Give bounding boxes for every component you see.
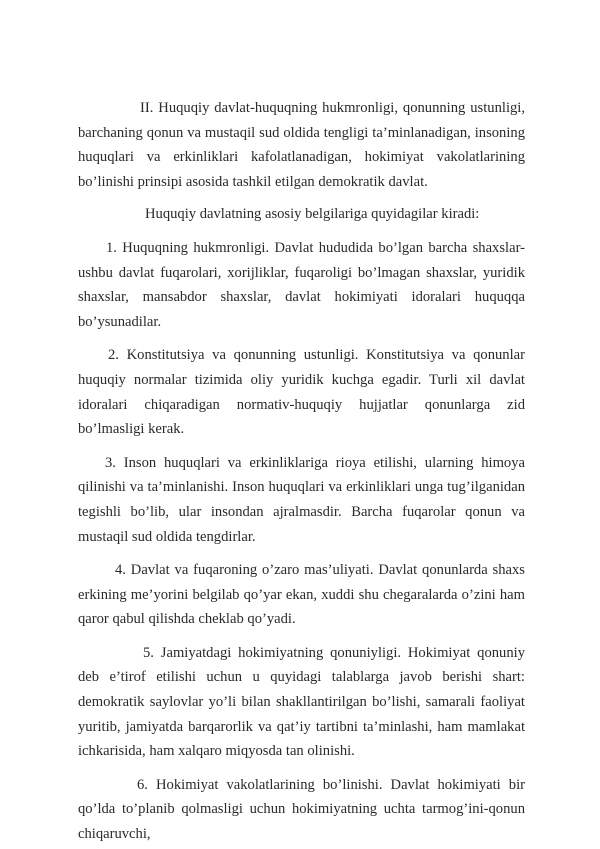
paragraph-feature-6: 6. Hokimiyat vakolatlarining bo’linishi. Davlat hokimiyati bir qo’lda to’planib qolmasligi uchun hokimiyatning uchta tarmog’ini-qonun chiqaruvchi, <box>78 776 525 843</box>
document-body <box>78 96 525 847</box>
paragraph-feature-5: 5. Jamiyatdagi hokimiyatning qonuniyligi. Hokimiyat qonuniy deb e’tirof etilishi uchun u quyidagi talablarga javob berishi shart: demokratik saylovlar yo’li bilan shakllantirilgan bo’lishi, samarali faoliyat yuritib, jamiyatda barqarorlik va qat’iy tartibni ta’minlashi, ham mamlakat ichkarisida, ham xalqaro miqyosda tan olinishi. <box>78 644 525 760</box>
paragraph-features-intro: Huquqiy davlatning asosiy belgilariga quyidagilar kiradi: <box>145 206 480 223</box>
paragraph-feature-3: 3. Inson huquqlari va erkinliklariga rioya etilishi, ularning himoya qilinishi va ta’minlanishi. Inson huquqlari va erkinliklari unga tug’ilganidan tegishli bo’lib, ular insondan ajralmasdir. Barcha fuqarolar qonun va mustaqil sud oldida tengdirlar. <box>78 454 525 545</box>
paragraph-feature-1: 1. Huquqning hukmronligi. Davlat hududida bo’lgan barcha shaxslar- ushbu davlat fuqarolari, xorijliklar, fuqaroligi bo’lmagan shaxslar, yuridik shaxslar, mansabdor shaxslar, davlat hokimiyati idoralari huquqqa bo’ysunadilar. <box>78 239 525 330</box>
paragraph-feature-2: 2. Konstitutsiya va qonunning ustunligi. Konstitutsiya va qonunlar huquqiy normalar tizimida oliy yuridik kuchga egadir. Turli xil davlat idoralari chiqaradigan normativ-huquqiy hujjatlar qonunlarga zid bo’lmasligi kerak. <box>78 347 525 438</box>
paragraph-definition: II. Huquqiy davlat-huquqning hukmronligi, qonunning ustunligi, barchaning qonun va mustaqil sud oldida tengligi ta’minlanadigan, insoning huquqlari va erkinliklari kafolatlanadigan, hokimiyat vakolatlarining bo’linishi prinsipi asosida tashkil etilgan demokratik davlat. <box>78 100 525 190</box>
paragraph-feature-4: 4. Davlat va fuqaroning o’zaro mas’uliyati. Davlat qonunlarda shaxs erkining me’yorini belgilab qo’yar ekan, xuddi shu chegaralarda o’zini ham qaror qabul qilishda cheklab qo’yadi. <box>78 562 525 628</box>
